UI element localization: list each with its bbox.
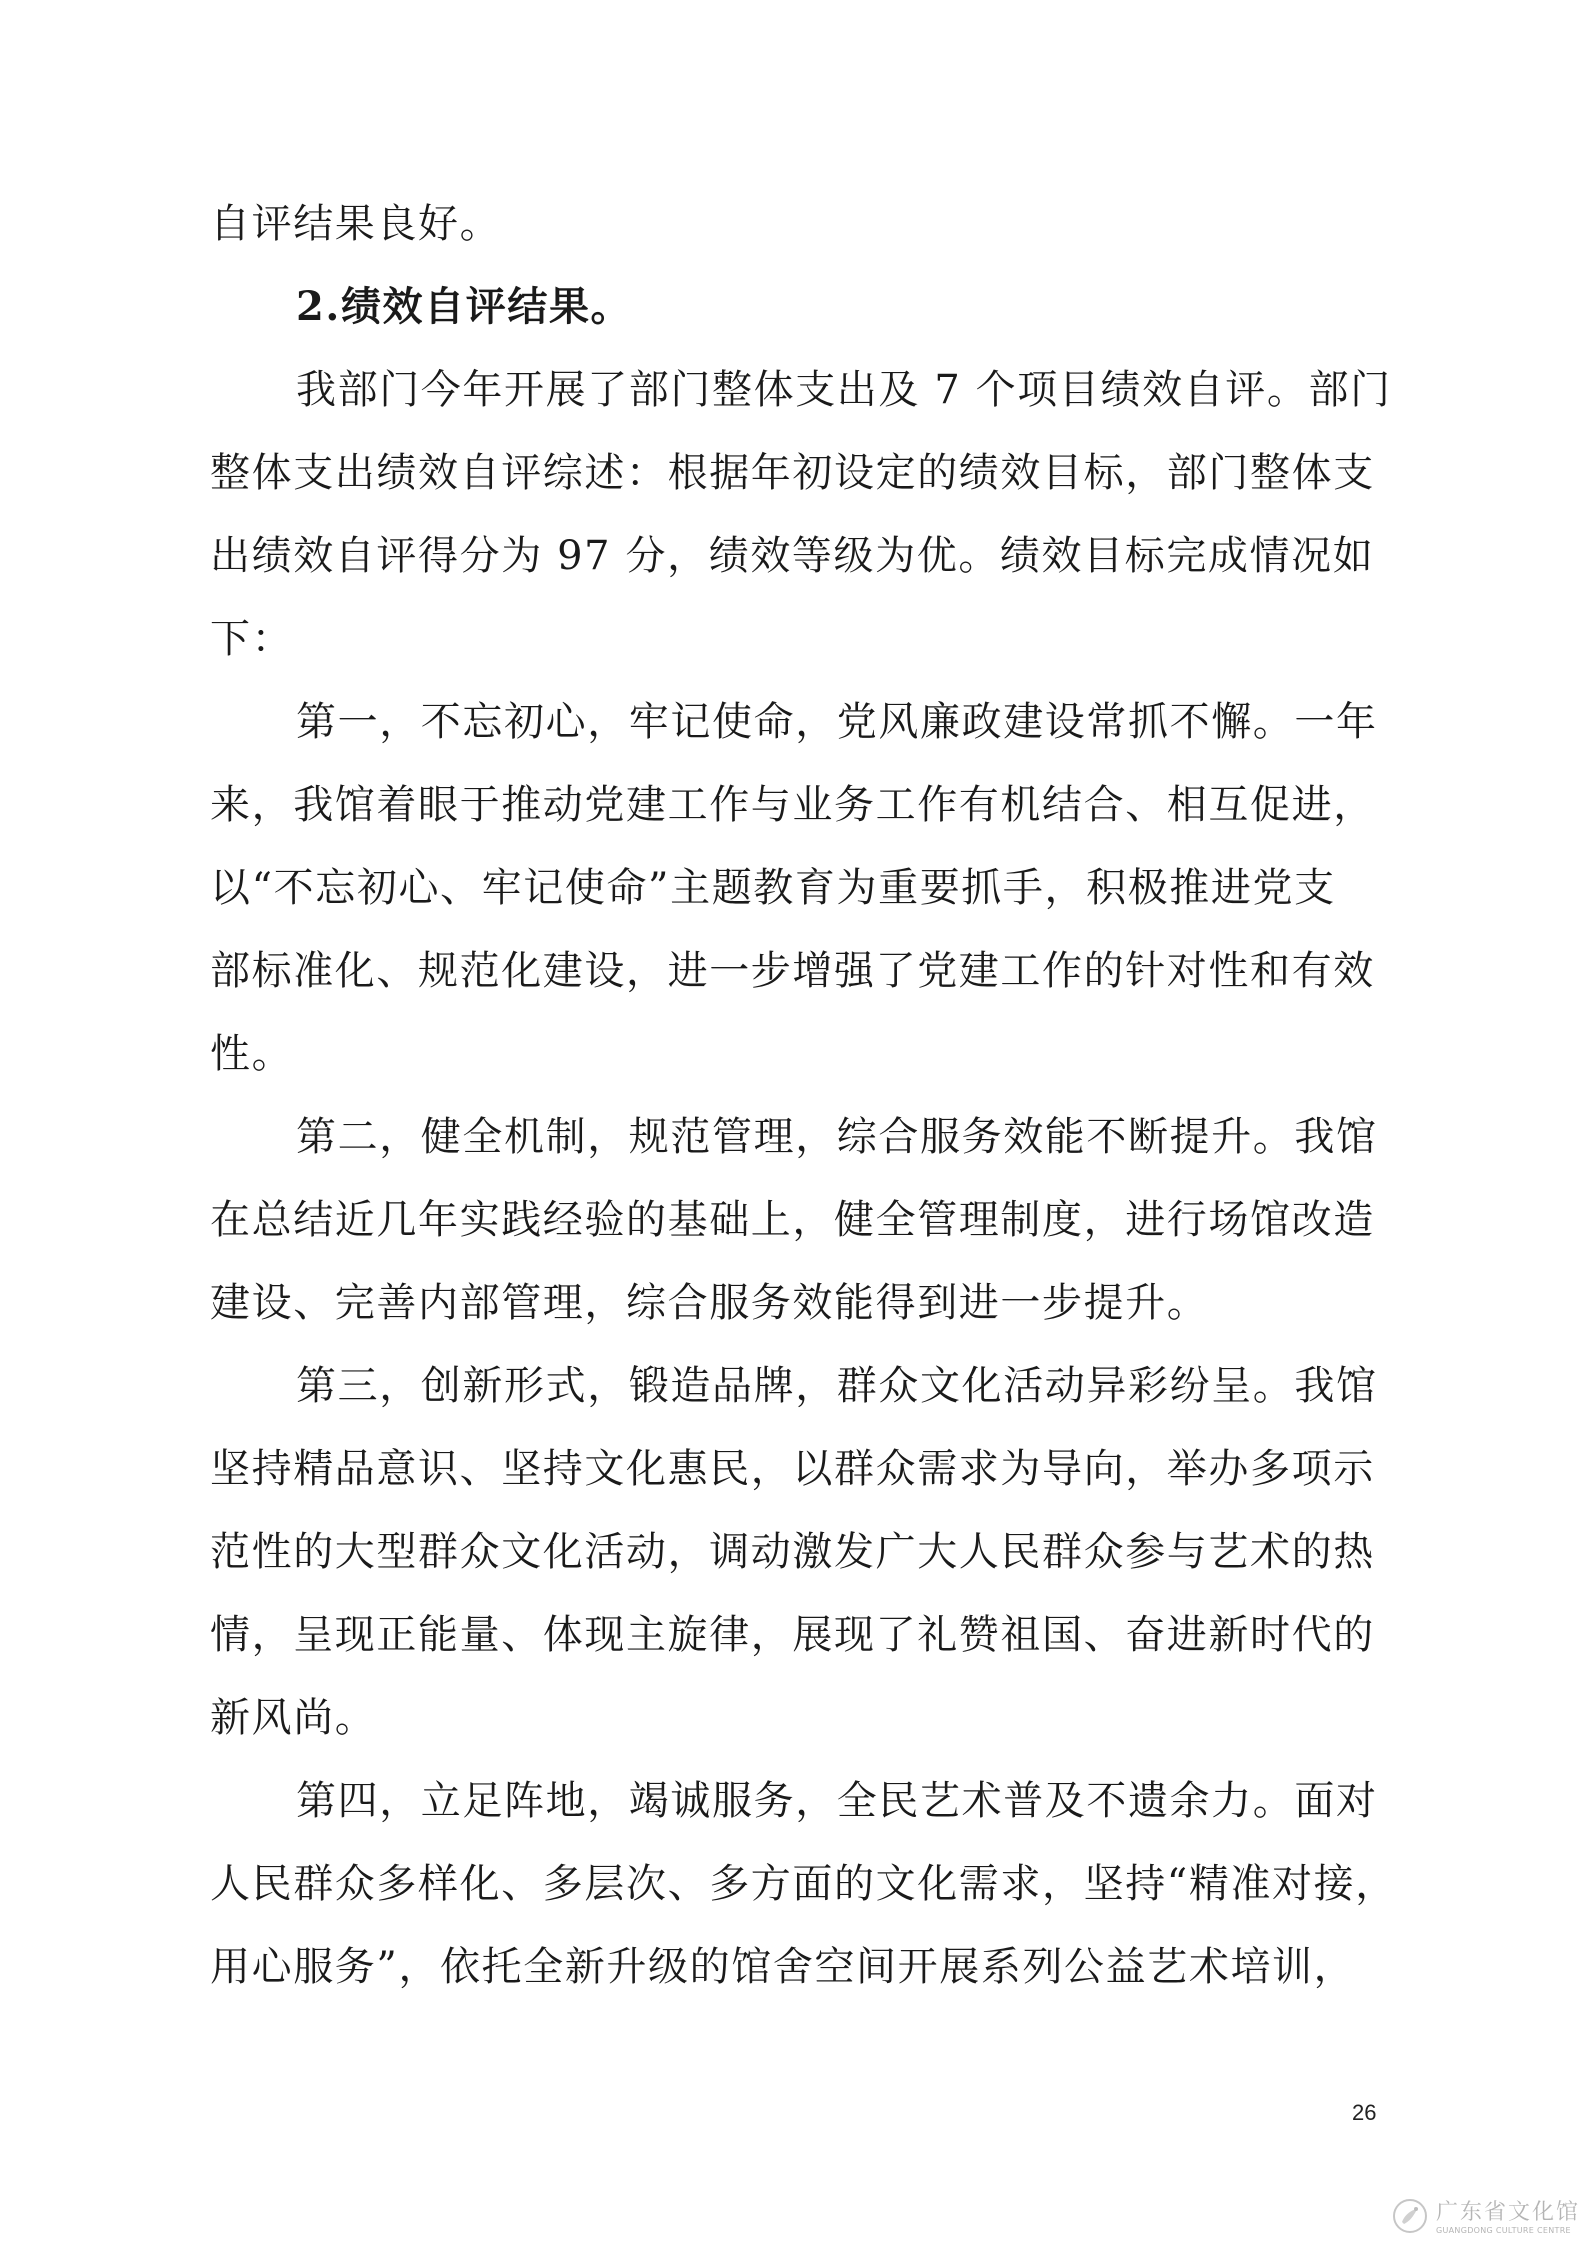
paragraph-line: 部标准化、规范化建设，进一步增强了党建工作的针对性和有效 — [210, 948, 1375, 994]
paragraph-line: 第四，立足阵地，竭诚服务，全民艺术普及不遗余力。面对 — [296, 1778, 1378, 1824]
watermark — [1392, 2196, 1580, 2240]
paragraph-line: 整体支出绩效自评综述：根据年初设定的绩效目标，部门整体支 — [210, 450, 1375, 496]
section-heading: 2.绩效自评结果。 — [296, 283, 633, 330]
paragraph-line: 在总结近几年实践经验的基础上，健全管理制度，进行场馆改造 — [210, 1197, 1375, 1243]
paragraph-line: 人民群众多样化、多层次、多方面的文化需求，坚持“精准对接， — [210, 1861, 1397, 1907]
paragraph-line: 建设、完善内部管理，综合服务效能得到进一步提升。 — [210, 1280, 1209, 1326]
paragraph-line: 自评结果良好。 — [210, 201, 502, 247]
paragraph-line: 第三，创新形式，锻造品牌，群众文化活动异彩纷呈。我馆 — [296, 1363, 1378, 1409]
paragraph-line: 下： — [210, 616, 294, 662]
swan-logo-icon — [1392, 2198, 1428, 2238]
page-number: 26 — [1352, 2100, 1377, 2125]
paragraph-line: 用心服务”，依托全新升级的馆舍空间开展系列公益艺术培训， — [210, 1944, 1356, 1990]
paragraph-line: 情，呈现正能量、体现主旋律，展现了礼赞祖国、奋进新时代的 — [210, 1612, 1375, 1658]
watermark-text — [1436, 2199, 1581, 2235]
paragraph-line: 出绩效自评得分为 97 分，绩效等级为优。绩效目标完成情况如 — [210, 533, 1375, 579]
paragraph-line: 新风尚。 — [210, 1695, 377, 1741]
paragraph-line: 来，我馆着眼于推动党建工作与业务工作有机结合、相互促进， — [210, 782, 1375, 828]
paragraph-line: 第一，不忘初心，牢记使命，党风廉政建设常抓不懈。一年 — [296, 699, 1378, 745]
paragraph-line: 范性的大型群众文化活动，调动激发广大人民群众参与艺术的热 — [210, 1529, 1375, 1575]
paragraph-line: 性。 — [210, 1031, 294, 1077]
watermark-name-en: GUANGDONG CULTURE CENTRE — [1436, 2225, 1571, 2235]
paragraph-line: 坚持精品意识、坚持文化惠民，以群众需求为导向，举办多项示 — [210, 1446, 1375, 1492]
paragraph-line: 以“不忘初心、牢记使命”主题教育为重要抓手，积极推进党支 — [210, 865, 1336, 911]
paragraph-line: 第二，健全机制，规范管理，综合服务效能不断提升。我馆 — [296, 1114, 1378, 1160]
paragraph-line: 我部门今年开展了部门整体支出及 7 个项目绩效自评。部门 — [296, 367, 1392, 413]
watermark-name: 广东省文化馆 — [1436, 2199, 1581, 2225]
